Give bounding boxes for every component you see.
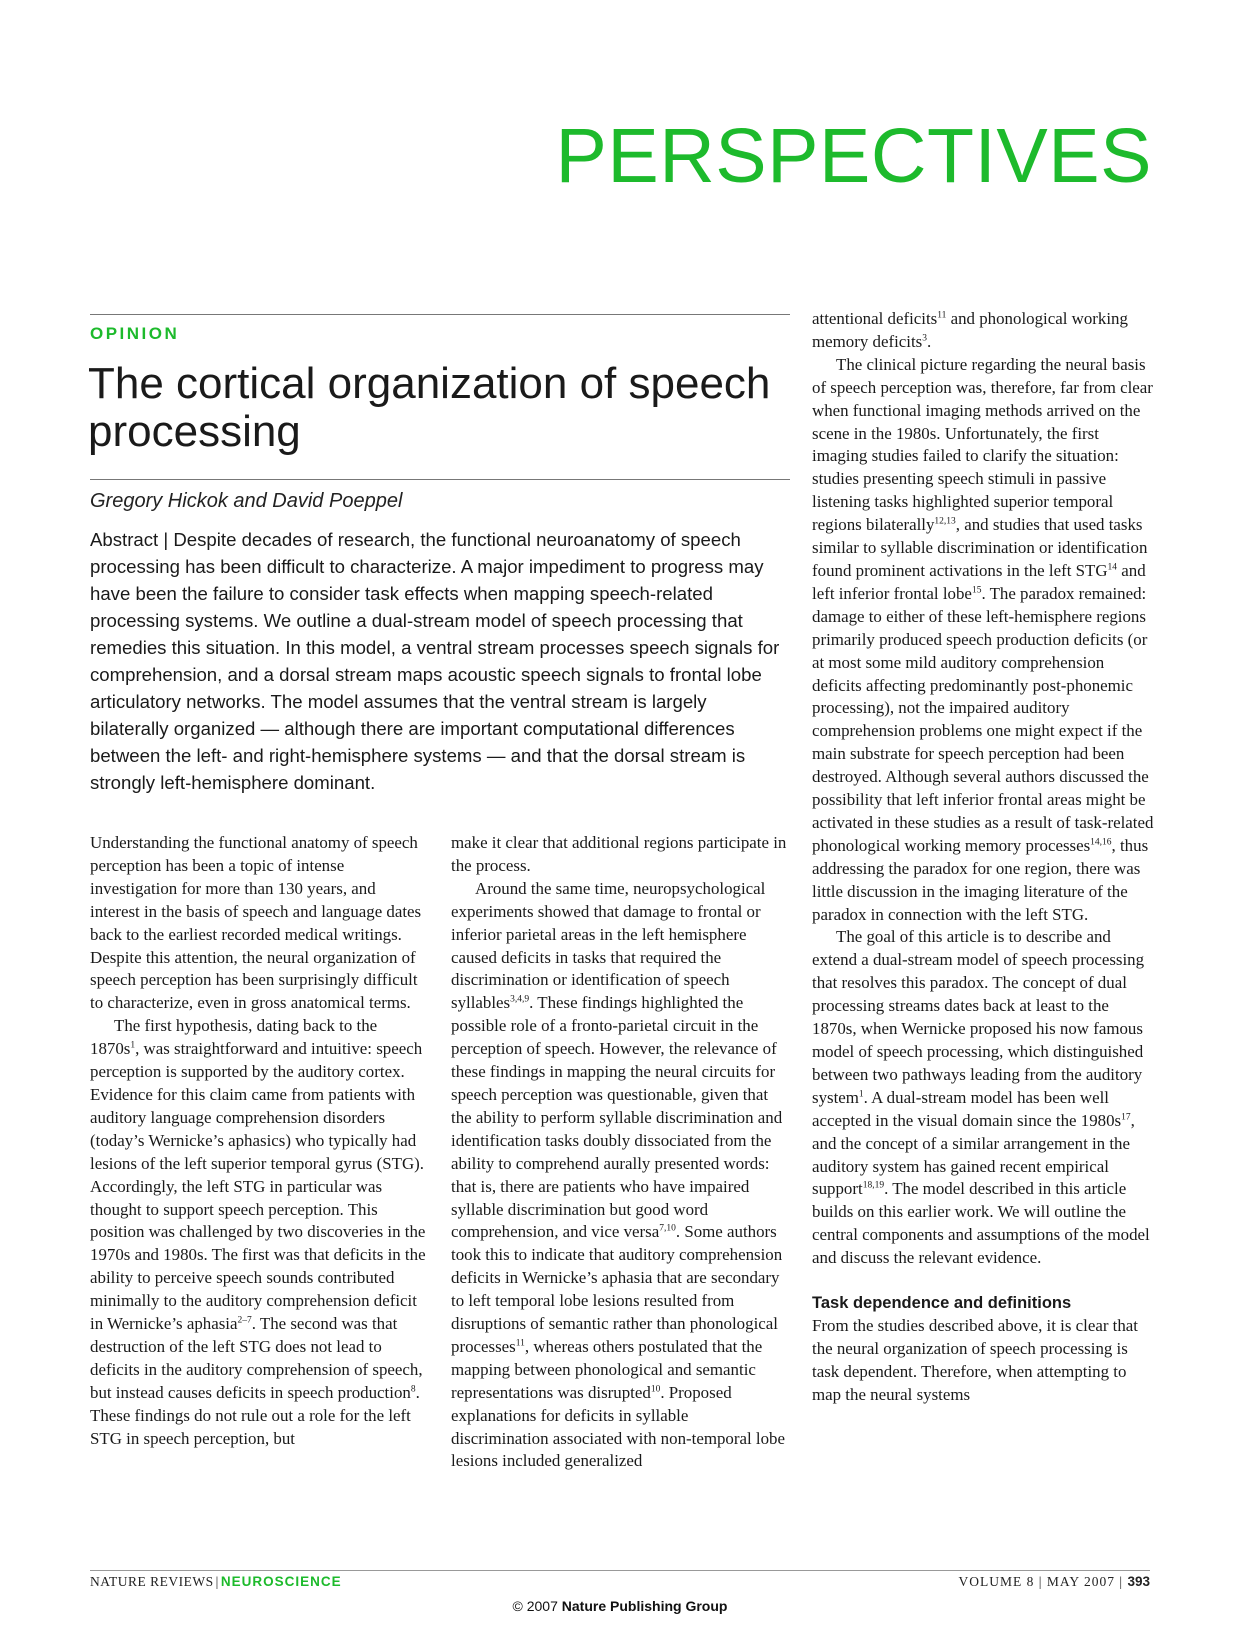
text-run: The goal of this article is to describe and extend a dual-stream model of speech processing that resolves this paradox. The concept of dual processing streams dates back at least to the 1870s, when Wernicke proposed his now famous model of speech processing, which distinguished between two pathways leading from the auditory system xyxy=(812,927,1145,1107)
body-paragraph xyxy=(90,1015,426,1450)
body-column-3 xyxy=(812,308,1154,1407)
text-run: , thus addressing the paradox for one region, there was little discussion in the imaging literature of the paradox in connection with the left STG. xyxy=(812,835,1149,924)
text-run: , whereas others postulated that the mapping between phonological and semantic representations was disrupted xyxy=(451,1336,763,1402)
citation-ref: 12,13 xyxy=(934,516,956,527)
citation-ref: 2–7 xyxy=(237,1315,252,1326)
page-separator: | xyxy=(1119,1574,1124,1589)
article-kicker: OPINION xyxy=(90,324,180,343)
section-title: PERSPECTIVES xyxy=(555,113,1152,199)
text-run: , was straightforward and intuitive: speech perception is supported by the auditory cortex. Evidence for this claim came from patients with auditory language comprehension disorders (today’s Wernicke’s aphasics) who typically had lesions of the left superior temporal gyrus (STG). Accordingly, the left STG in particular was thought to support speech perception. This position was challenged by two discoveries in the 1970s and 1980s. The first was that deficits in the ability to perceive speech sounds contributed minimally to the auditory comprehension deficit in Wernicke’s aphasia xyxy=(90,1039,426,1334)
journal-name: NATURE REVIEWS xyxy=(90,1574,214,1589)
text-run: and left inferior frontal lobe xyxy=(812,560,1146,603)
body-paragraph xyxy=(812,926,1154,1270)
text-run: . These findings do not rule out a role for the left STG in speech perception, but xyxy=(90,1382,420,1448)
citation-ref: 17 xyxy=(1121,1112,1131,1123)
top-rule xyxy=(90,314,790,315)
citation-ref: 7,10 xyxy=(659,1223,676,1234)
title-rule xyxy=(90,479,790,480)
body-column-1 xyxy=(90,832,426,1450)
copyright-year: © 2007 xyxy=(512,1598,558,1614)
volume-label: VOLUME 8 xyxy=(958,1574,1035,1589)
body-paragraph xyxy=(451,878,787,1474)
citation-ref: 14 xyxy=(1107,562,1118,573)
text-run: and phonological working memory deficits xyxy=(812,309,1128,351)
footer-rule xyxy=(90,1570,1150,1571)
text-run: . A dual-stream model has been well accepted in the visual domain since the 1980s xyxy=(812,1087,1122,1130)
citation-ref: 11 xyxy=(515,1338,525,1349)
page-number: 393 xyxy=(1127,1574,1150,1589)
citation-ref: 14,16 xyxy=(1090,837,1112,848)
article-authors: Gregory Hickok and David Poeppel xyxy=(90,490,403,512)
footer-journal xyxy=(90,1574,342,1590)
text-run: The first hypothesis, dating back to the 1870s xyxy=(90,1016,378,1059)
citation-ref: 3 xyxy=(922,333,927,344)
body-column-2 xyxy=(451,832,787,1473)
text-run: , and the concept of a similar arrangement in the auditory system has gained recent empirical support xyxy=(812,1110,1135,1199)
text-run: Around the same time, neuropsychological experiments showed that damage to frontal or inferior parietal areas in the left hemisphere caused deficits in tasks that required the discrimination or identification of speech syllables xyxy=(451,878,766,1013)
body-paragraph: Understanding the functional anatomy of speech perception has been a topic of intense investigation for more than 130 years, and interest in the basis of speech and language dates back to the earliest recorded medical writings. Despite this attention, the neural organization of speech perception has been surprisingly difficult to characterize, even in gross anatomical terms. xyxy=(90,833,422,1013)
body-paragraph: make it clear that additional regions participate in the process. xyxy=(451,833,787,875)
issue-separator: | xyxy=(1038,1574,1043,1589)
publisher-name: Nature Publishing Group xyxy=(561,1598,728,1614)
body-paragraph xyxy=(812,308,1154,354)
text-run: attentional deficits xyxy=(812,309,938,328)
text-run: . Proposed explanations for deficits in syllable discrimination associated with non-temporal lobe lesions included generalized xyxy=(451,1382,785,1471)
article-title: The cortical organization of speech processing xyxy=(88,359,771,456)
citation-ref: 3,4,9 xyxy=(510,994,530,1005)
copyright-notice xyxy=(0,1598,1240,1614)
text-run: , and studies that used tasks similar to syllable discrimination or identification found prominent activations in the left STG xyxy=(812,515,1148,580)
article-abstract: Abstract | Despite decades of research, the functional neuroanatomy of speech processing has been difficult to characterize. A major impediment to progress may have been the failure to consider task effects when mapping speech-related processing systems. We outline a dual-stream model of speech processing that remedies this situation. In this model, a ventral stream processes speech signals for comprehension, and a dorsal stream maps acoustic speech signals to frontal lobe articulatory networks. The model assumes that the ventral stream is largely bilaterally organized — although there are important computational differences between the left- and right-hemisphere systems — and that the dorsal stream is strongly left-hemisphere dominant. xyxy=(90,529,780,793)
citation-ref: 11 xyxy=(937,310,947,321)
citation-ref: 8 xyxy=(410,1384,416,1395)
citation-ref: 15 xyxy=(971,585,982,596)
issue-date: MAY 2007 xyxy=(1046,1574,1116,1589)
text-run: . Some authors took this to indicate that auditory comprehension deficits in Wernicke’s aphasia that are secondary to left temporal lobe lesions resulted from disruptions of semantic rather than phonological processes xyxy=(451,1222,783,1356)
text-run: . The model described in this article builds on this earlier work. We will outline the central components and assumptions of the model and discuss the relevant evidence. xyxy=(812,1179,1150,1268)
citation-ref: 1 xyxy=(858,1089,864,1100)
footer-issue xyxy=(959,1574,1150,1590)
body-paragraph xyxy=(812,354,1154,927)
citation-ref: 10 xyxy=(650,1384,661,1395)
text-run: . These findings highlighted the possible role of a fronto-parietal circuit in the perception of speech. However, the relevance of these findings in mapping the neural circuits for speech perception was questionable, given that the ability to perform syllable discrimination and identification tasks doubly dissociated from the ability to comprehend aurally presented words: that is, there are patients who have impaired syllable discrimination but good word comprehension, and vice versa xyxy=(451,993,783,1242)
text-run: The clinical picture regarding the neural basis of speech perception was, therefore, far from clear when functional imaging methods arrived on the scene in the 1980s. Unfortunately, the first imaging studies failed to clarify the situation: studies presenting speech stimuli in passive listening tasks highlighted superior temporal regions bilaterally xyxy=(812,354,1153,535)
body-paragraph: From the studies described above, it is clear that the neural organization of speech processing is task dependent. Therefore, when attempting to map the neural systems xyxy=(812,1315,1138,1404)
text-run: . xyxy=(926,331,932,351)
section-subheading: Task dependence and definitions xyxy=(812,1294,1072,1313)
text-run: . The second was that destruction of the left STG does not lead to deficits in the auditory comprehension of speech, but instead causes deficits in speech production xyxy=(90,1314,423,1402)
journal-separator: | xyxy=(215,1574,219,1589)
citation-ref: 1 xyxy=(130,1040,136,1051)
text-run: . The paradox remained: damage to either of these left-hemisphere regions primarily produced speech production deficits (or at most some mild auditory comprehension deficits affecting predominantly post-phonemic processing), not the impaired auditory comprehension problems one might expect if the main substrate for speech perception had been destroyed. Although several authors discussed the possibility that left inferior frontal areas might be activated in these studies as a result of task-related phonological working memory processes xyxy=(812,583,1154,855)
citation-ref: 18,19 xyxy=(862,1180,885,1191)
journal-subtitle: NEUROSCIENCE xyxy=(220,1574,342,1589)
